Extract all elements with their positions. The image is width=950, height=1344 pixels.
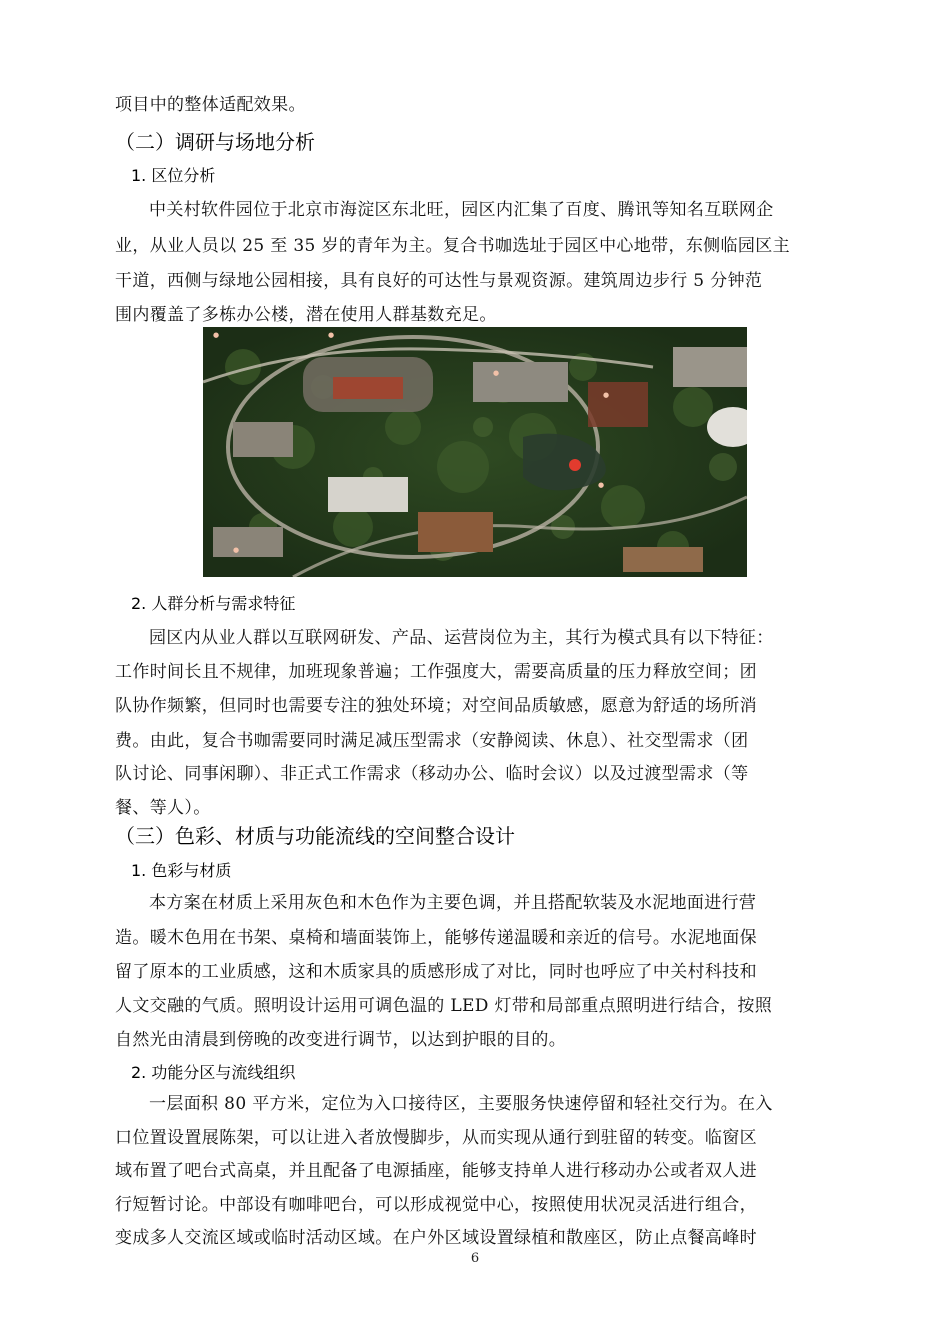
svg-text:●: ● xyxy=(603,391,610,399)
paragraph-line: 口位置设置展陈架，可以让进入者放慢脚步，从而实现从通行到驻留的转变。临窗区 xyxy=(115,1128,757,1148)
paragraph-line: 造。暖木色用在书架、桌椅和墙面装饰上，能够传递温暖和亲近的信号。水泥地面保 xyxy=(115,928,757,948)
svg-text:●: ● xyxy=(213,331,220,339)
paragraph-line: 本方案在材质上采用灰色和木色作为主要色调，并且搭配软装及水泥地面进行营 xyxy=(149,893,757,913)
svg-text:●: ● xyxy=(233,546,240,554)
paragraph-line: 费。由此，复合书咖需要同时满足减压型需求（安静阅读、休息）、社交型需求（团 xyxy=(115,731,749,751)
paragraph-line: 变成多人交流区域或临时活动区域。在户外区域设置绿植和散座区，防止点餐高峰时 xyxy=(115,1228,757,1248)
paragraph-line: 项目中的整体适配效果。 xyxy=(115,95,306,115)
svg-text:●: ● xyxy=(598,481,605,489)
paragraph-line: 园区内从业人群以互联网研发、产品、运营岗位为主，其行为模式具有以下特征： xyxy=(149,628,774,648)
paragraph-line: 队协作频繁，但同时也需要专注的独处环境；对空间品质敏感，愿意为舒适的场所消 xyxy=(115,696,757,716)
paragraph-line: 队讨论、同事闲聊）、非正式工作需求（移动办公、临时会议）以及过渡型需求（等 xyxy=(115,764,749,784)
paragraph-line: 工作时间长且不规律，加班现象普遍；工作强度大，需要高质量的压力释放空间；团 xyxy=(115,662,757,682)
svg-text:●: ● xyxy=(328,331,335,339)
subsection-heading-location: 1. 区位分析 xyxy=(131,166,216,185)
paragraph-line: 域布置了吧台式高桌，并且配备了电源插座，能够支持单人进行移动办公或者双人进 xyxy=(115,1161,757,1181)
subsection-heading-crowd: 2. 人群分析与需求特征 xyxy=(131,594,296,613)
paragraph-line: 围内覆盖了多栋办公楼，潜在使用人群基数充足。 xyxy=(115,305,497,325)
paragraph-line: 一层面积 80 平方米，定位为入口接待区，主要服务快速停留和轻社交行为。在入 xyxy=(149,1094,773,1114)
paragraph-line: 中关村软件园位于北京市海淀区东北旺，园区内汇集了百度、腾讯等知名互联网企 xyxy=(149,200,774,220)
paragraph-line: 人文交融的气质。照明设计运用可调色温的 LED 灯带和局部重点照明进行结合，按照 xyxy=(115,996,773,1016)
satellite-map-image xyxy=(203,327,747,577)
subsection-heading-function: 2. 功能分区与流线组织 xyxy=(131,1063,296,1082)
paragraph-line: 自然光由清晨到傍晚的改变进行调节，以达到护眼的目的。 xyxy=(115,1030,567,1050)
svg-text:●: ● xyxy=(493,369,500,377)
paragraph-line: 行短暂讨论。中部设有咖啡吧台，可以形成视觉中心，按照使用状况灵活进行组合， xyxy=(115,1195,757,1215)
paragraph-line: 餐、等人）。 xyxy=(115,798,211,818)
paragraph-line: 干道，西侧与绿地公园相接，具有良好的可达性与景观资源。建筑周边步行 5 分钟范 xyxy=(115,271,763,291)
paragraph-line: 留了原本的工业质感，这和木质家具的质感形成了对比，同时也呼应了中关村科技和 xyxy=(115,962,757,982)
section-heading-3: （三）色彩、材质与功能流线的空间整合设计 xyxy=(115,824,515,848)
subsection-heading-color: 1. 色彩与材质 xyxy=(131,861,232,880)
page-number: 6 xyxy=(470,1251,480,1266)
section-heading-2: （二）调研与场地分析 xyxy=(115,130,315,154)
paragraph-line: 业，从业人员以 25 至 35 岁的青年为主。复合书咖选址于园区中心地带，东侧临园区主 xyxy=(115,236,790,256)
